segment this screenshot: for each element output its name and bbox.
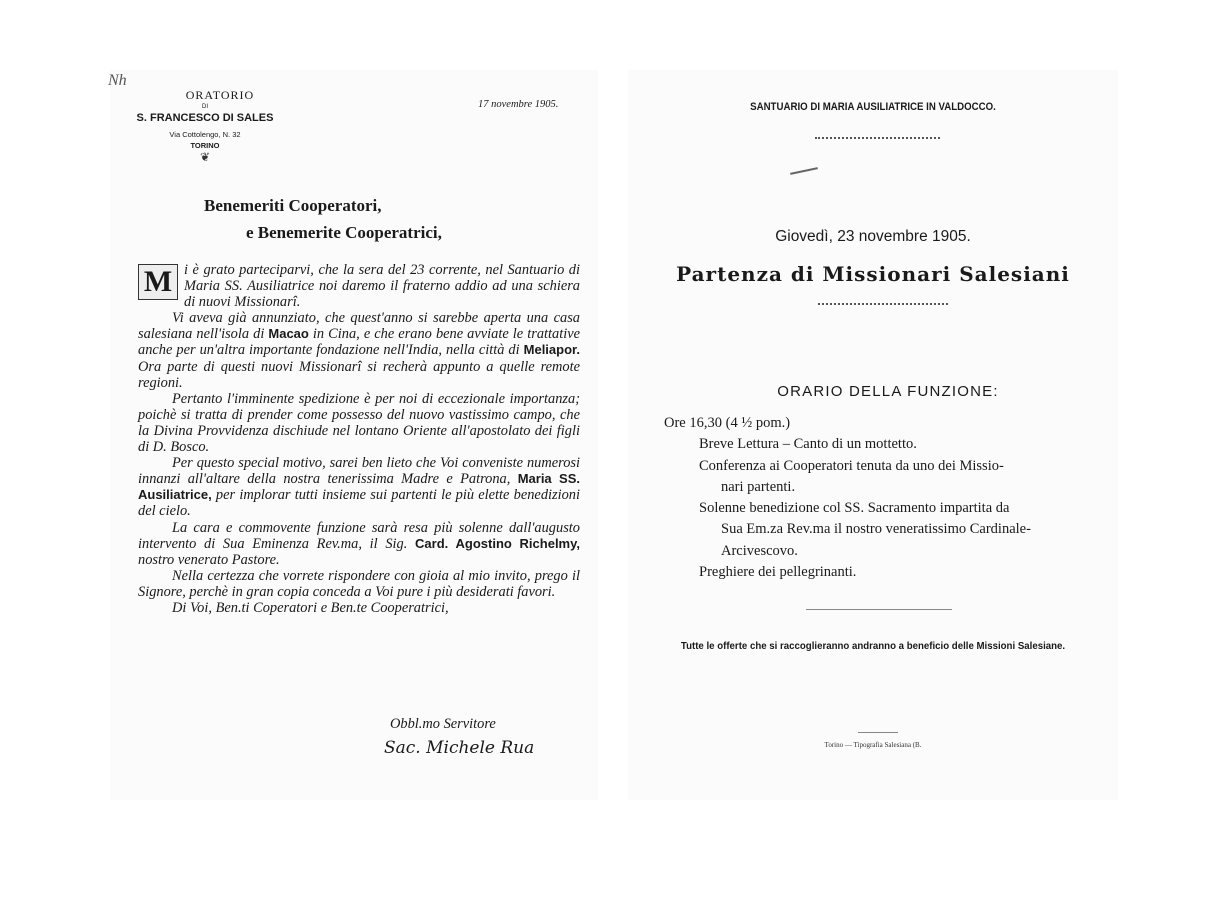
paragraph-2-text-c: Ora parte di questi nuovi Missionarî si recherà appunto a quelle remote regioni. (138, 358, 580, 391)
cardinal-name: Card. Agostino Richelmy, (415, 535, 580, 551)
schedule-item-4: Preghiere dei pellegrinanti. (699, 564, 857, 581)
paragraph-5-text-b: nostro venerato Pastore. (138, 551, 280, 568)
salutation-line2: e Benemerite Cooperatrici, (246, 223, 442, 242)
program-title: Partenza di Missionari Salesiani (676, 262, 1070, 286)
schedule-item-3-line3: Arcivescovo. (721, 542, 798, 559)
schedule-time: Ore 16,30 (4 ½ pom.) (664, 415, 791, 431)
servant-line: Obbl.mo Servitore (390, 716, 496, 732)
ornament-divider (815, 134, 940, 139)
offerte-note: Tutte le offerte che si raccoglieranno andranno a beneficio delle Missioni Salesiane. (680, 640, 1066, 652)
letter-date: 17 novembre 1905. (478, 99, 559, 110)
printer-line: Torino — Tipografia Salesiana (B. (824, 741, 922, 749)
paragraph-1 (138, 262, 580, 310)
sanctuary-header: SANTUARIO DI MARIA AUSILIATRICE IN VALDOCCO. (750, 101, 996, 113)
schedule-item-1: Breve Lettura – Canto di un mottetto. (699, 436, 917, 453)
institution-name-line2: DI (202, 104, 208, 110)
schedule-rule (806, 609, 952, 610)
paragraph-5-text-a: La cara e commovente funzione sarà resa più solenne dall'augusto intervento di Sua Eminenza Rev.ma, il Sig. (138, 519, 580, 552)
dropcap: M (138, 264, 178, 300)
paragraph-2-text-b: in Cina, e che erano bene avviate le trattative anche per un'altra importante fondazione nell'India, nella città di (138, 326, 580, 359)
ornament-icon: ❦ (199, 150, 211, 164)
paragraph-6: Nella certezza che vorrete rispondere con gioia al mio invito, prego il Signore, perchè in gran copia conceda a Voi pure i più desiderati favori. (138, 567, 580, 600)
closing-line: Di Voi, Ben.ti Coperatori e Ben.te Cooperatrici, (172, 599, 449, 616)
letter-body (138, 262, 580, 616)
title-divider (818, 300, 948, 305)
program-date: Giovedì, 23 novembre 1905. (775, 228, 971, 245)
schedule-item-2-line1: Conferenza ai Cooperatori tenuta da uno dei Missio- (699, 457, 1004, 474)
paragraph-4-text-b: per implorar tutti insieme sui partenti le più elette benedizioni del cielo. (138, 487, 580, 520)
schedule-heading: ORARIO DELLA FUNZIONE: (777, 383, 999, 400)
printer-rule (858, 732, 898, 733)
schedule-item-3-line2: Sua Em.za Rev.ma il nostro veneratissimo Cardinale- (721, 521, 1031, 538)
institution-name-line1: ORATORIO (185, 88, 255, 102)
institution-city: TORINO (190, 141, 220, 150)
signature: Sac. Michele Rua (384, 738, 535, 758)
margin-scribble: Nh (108, 72, 127, 89)
paragraph-3: Pertanto l'imminente spedizione è per noi di eccezionale importanza; poichè si tratta di prender come possesso del nuovo vastissimo campo, che la Divina Provvidenza dischiude nel lontano Oriente all'apostolato dei figli di D. Bosco. (138, 390, 580, 456)
place-meliapor: Meliapor. (523, 342, 580, 358)
paragraph-4 (138, 455, 580, 519)
schedule-list (664, 413, 1031, 583)
paragraph-2-text-a: Vi aveva già annunziato, che quest'anno si sarebbe aperta una casa salesiana nell'isola di (138, 310, 580, 343)
paragraph-4-text-a: Per questo special motivo, sarei ben lieto che Voi conveniste numerosi innanzi all'altare della nostra tenerissima Madre e Patrona, (138, 455, 580, 488)
paragraph-1-text: i è grato parteciparvi, che la sera del 23 corrente, nel Santuario di Maria SS. Ausiliatrice noi daremo il fraterno addio ad una schiera di nuovi Missionarî. (184, 262, 580, 311)
place-macao: Macao (268, 326, 309, 342)
institution-address: Via Cottolengo, N. 32 (169, 130, 241, 139)
schedule-item-3-line1: Solenne benedizione col SS. Sacramento impartita da (699, 500, 1010, 517)
paragraph-2 (138, 310, 580, 390)
salutation-line1: Benemeriti Cooperatori, (204, 196, 382, 215)
schedule-item-2-line2: nari partenti. (721, 478, 796, 495)
paragraph-5 (138, 520, 580, 568)
institution-name-line3: S. FRANCESCO DI SALES (136, 112, 274, 124)
maria-ausiliatrice: Maria SS. Ausiliatrice, (138, 471, 580, 503)
